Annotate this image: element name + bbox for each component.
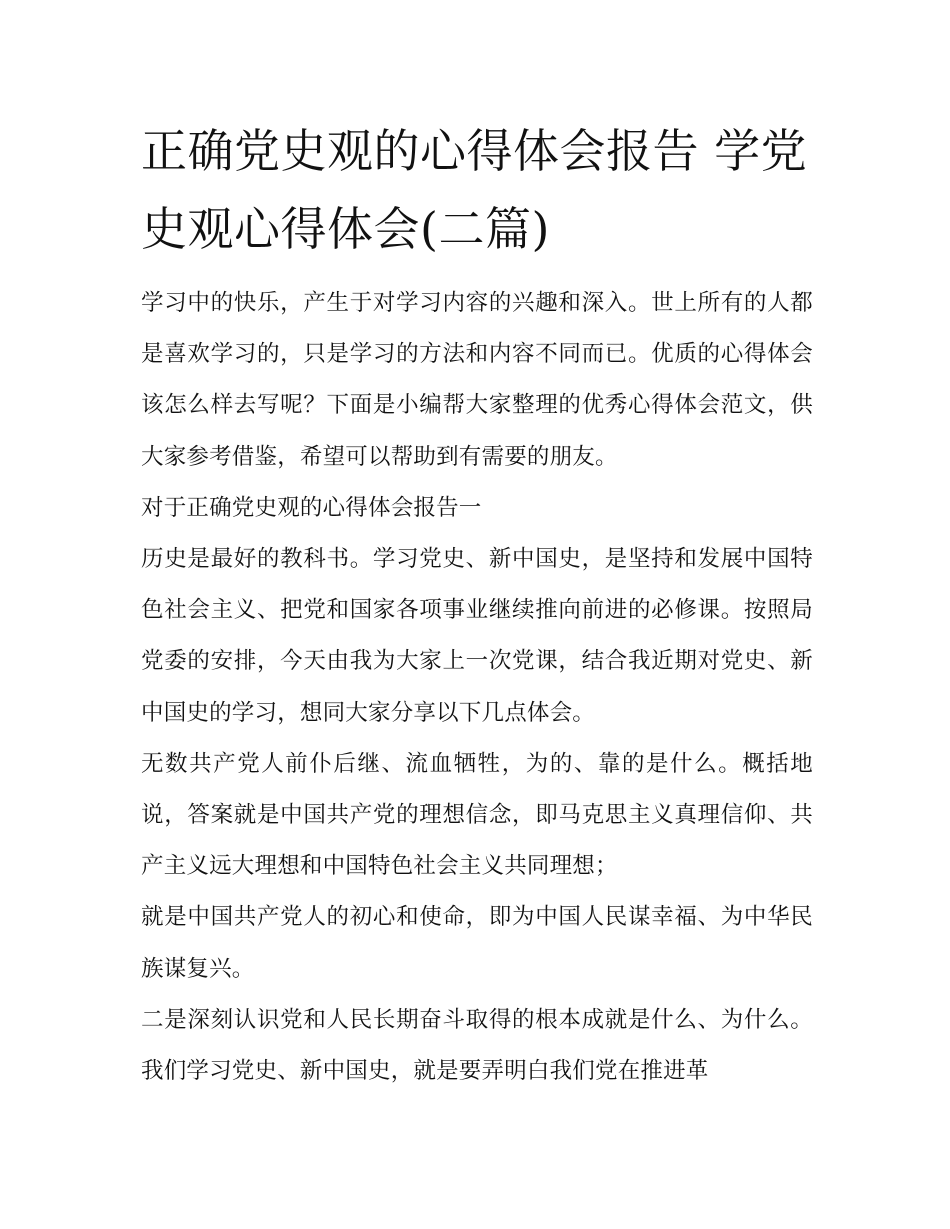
document-title: 正确党史观的心得体会报告 学党史观心得体会(二篇) — [141, 124, 808, 256]
body-paragraph: 就是中国共产党人的初心和使命，即为中国人民谋幸福、为中华民族谋复兴。 — [141, 904, 813, 982]
body-paragraph: 二是深刻认识党和人民长期奋斗取得的根本成就是什么、为什么。我们学习党史、新中国史，就是要弄明白我们党在推进革 — [141, 1006, 813, 1085]
body-paragraph: 无数共产党人前仆后继、流血牺牲，为的、靠的是什么。概括地说，答案就是中国共产党的理想信念，即马克思主义真理信仰、共产主义远大理想和中国特色社会主义共同理想； — [141, 750, 813, 880]
body-paragraph: 历史是最好的教科书。学习党史、新中国史，是坚持和发展中国特色社会主义、把党和国家各项事业继续推向前进的必修课。按照局党委的安排，今天由我为大家上一次党课，结合我近期对党史、新中国史的学习，想同大家分享以下几点体会。 — [141, 546, 813, 726]
section-heading: 对于正确党史观的心得体会报告一 — [141, 494, 482, 521]
intro-paragraph: 学习中的快乐，产生于对学习内容的兴趣和深入。世上所有的人都是喜欢学习的，只是学习的方法和内容不同而已。优质的心得体会该怎么样去写呢？下面是小编帮大家整理的优秀心得体会范文，供大家参考借鉴，希望可以帮助到有需要的朋友。 — [141, 290, 813, 470]
document-body — [141, 112, 813, 1097]
